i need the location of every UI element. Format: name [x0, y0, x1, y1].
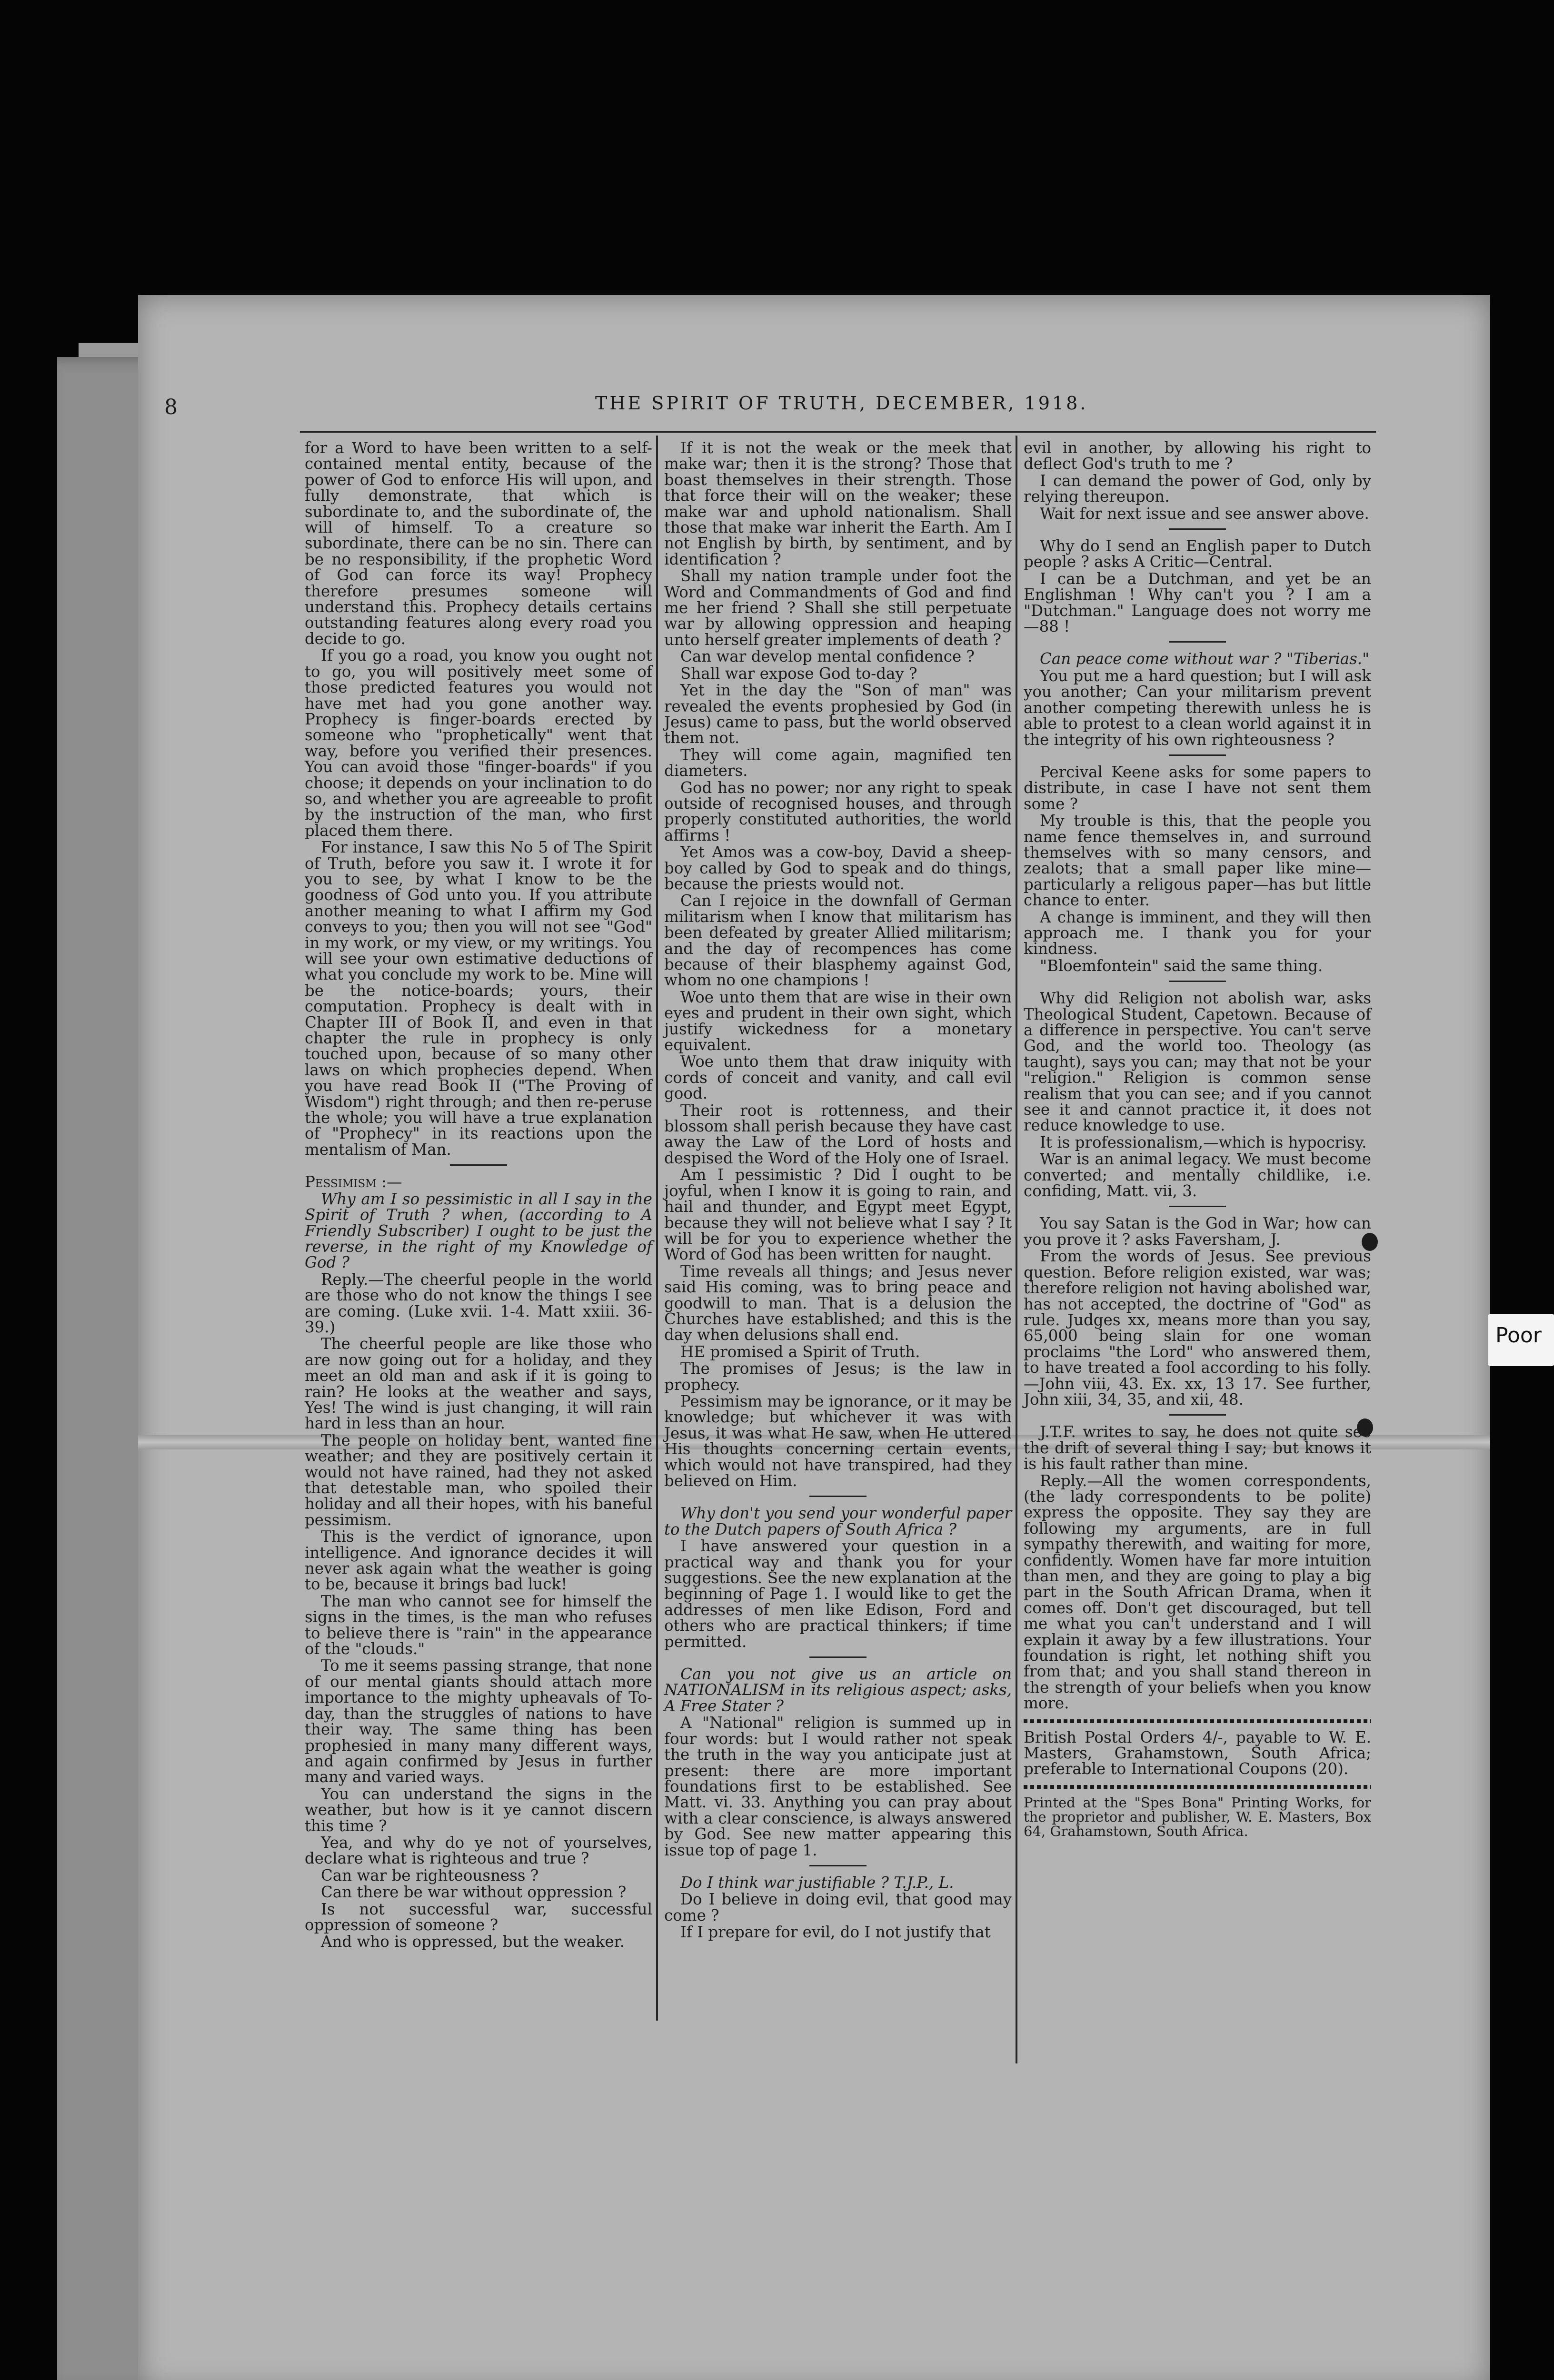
paragraph: Yea, and why do ye not of yourselves, declare what is righteous and true ? — [305, 1833, 652, 1868]
paragraph: Woe unto them that are wise in their own eyes and prudent in their own sight, which justify wickedness for a monetary equivalent. — [664, 988, 1012, 1054]
paragraph: Why did Religion not abolish war, asks Theological Student, Capetown. Because of a difference in perspective. You can't serve God, and the world too. Theology (as taught), says you can; may that not be your "religion." Religion is common sense realism that you can see; and if you cannot see it and cannot practice it, it does not reduce knowledge to use. — [1024, 989, 1371, 1135]
column-2 — [664, 440, 1012, 1942]
separator — [450, 1164, 507, 1166]
margin-tag-text: Poor — [1495, 1323, 1542, 1348]
running-head: THE SPIRIT OF TRUTH, DECEMBER, 1918. — [595, 393, 1088, 414]
paragraph: War is an animal legacy. We must become converted; and mentally childlike, i.e. confiding, Matt. vii, 3. — [1024, 1150, 1371, 1200]
paragraph: Is not successful war, successful oppression of someone ? — [305, 1900, 652, 1934]
column-1 — [305, 440, 652, 1951]
paragraph: You put me a hard question; but I will ask you another; Can your militarism prevent another competing therewith unless he is able to protest to a clean world against it in the integrity of his own righteousness ? — [1024, 666, 1371, 749]
paragraph: Yet Amos was a cow-boy, David a sheep-boy called by God to speak and do things, because the priests would not. — [664, 843, 1012, 893]
ornamental-rule — [1024, 1785, 1371, 1789]
separator — [1169, 528, 1226, 530]
paragraph: A "National" religion is summed up in four words: but I would rather not speak the truth in the way you anticipate just at present: there are more important foundations first to be established. See Matt. vi. 33. Anything you can pray about with a clear conscience, is always answered by God. See new matter appearing this issue top of page 1. — [664, 1714, 1012, 1859]
separator — [809, 1496, 867, 1497]
reply: Reply.—The cheerful people in the world are those who do not know the things I see are coming. (Luke xvii. 1-4. Matt xxiii. 36-39.) — [305, 1270, 652, 1336]
paragraph: God has no power; nor any right to speak outside of recognised houses, and through properly constituted authorities, the world affirms ! — [664, 778, 1012, 844]
question: Do I think war justifiable ? T.J.P., L. — [680, 1873, 954, 1892]
postal-notice: British Postal Orders 4/-, payable to W. E. Masters, Grahamstown, South Africa; preferable to International Coupons (20). — [1024, 1728, 1371, 1778]
paragraph: Do I believe in doing evil, that good may come ? — [664, 1890, 1012, 1924]
question: Can you not give us an article on NATIONALISM in its religious aspect; asks, A Free Stater ? — [664, 1665, 1012, 1715]
paragraph: If I prepare for evil, do I not justify that — [680, 1923, 991, 1942]
paragraph: The people on holiday bent, wanted fine weather; and they are positively certain it would not have rained, had they not asked that detestable man, who spoiled their holiday and all their hopes, with his baneful pessimism. — [305, 1431, 652, 1529]
paragraph: For instance, I saw this No 5 of The Spirit of Truth, before you saw it. I wrote it for you to see, by what I know to be the goodness of God unto you. If you attribute another meaning to what I affirm my God conveys to you; then you will not see "God" in my work, or my view, or my writings. You will see your own estimative deductions of what you conclude my work to be. Mine will be the notice-boards; yours, their computation. Prophecy is dealt with in Chapter III of Book II, and even in that chapter the rule in prophecy is only touched upon, because of so many other laws on which prophecies depend. When you have read Book II ("The Proving of Wisdom") right through; and then re-peruse the whole; you will have a true explanation of "Prophecy" in its reactions upon the mentalism of Man. — [305, 838, 652, 1159]
header-rule — [300, 431, 1376, 433]
question: Why don't you send your wonderful paper to the Dutch papers of South Africa ? — [664, 1504, 1012, 1538]
paragraph: Pessimism may be ignorance, or it may be knowledge; but whichever it was with Jesus, it was what He saw, when He uttered His thoughts concerning certain events, which would not have transpired, had they believed on Him. — [664, 1392, 1012, 1490]
paragraph: I have answered your question in a practical way and thank you for your suggestions. See the new explanation at the beginning of Page 1. I would like to get the addresses of men like Edison, Ford and others who are practical thinkers; if time permitted. — [664, 1537, 1012, 1651]
paragraph: The promises of Jesus; is the law in prophecy. — [664, 1359, 1012, 1394]
paragraph: If it is not the weak or the meek that make war; then it is the strong? Those that boast themselves in their strength. Those that force their will on the weaker; these make war and uphold nationalism. Shall those that make war inherit the Earth. Am I not English by birth, by sentiment, and by identification ? — [664, 439, 1012, 568]
separator — [809, 1865, 867, 1866]
paragraph: If you go a road, you know you ought not to go, you will positively meet some of those predicted features you would not have met had you gone another way. Prophecy is finger-boards erected by someone who "prophetically" went that way, before you verified their presences. You can avoid those "finger-boards" if you choose; it depends on your inclination to do so, and whether you are agreeable to profit by the instruction of the man, who first placed them there. — [305, 646, 652, 840]
paragraph: "Bloemfontein" said the same thing. — [1040, 956, 1323, 975]
paragraph: A change is imminent, and they will then approach me. I thank you for your kindness. — [1024, 908, 1371, 958]
paragraph: I can demand the power of God, only by relying thereupon. — [1024, 471, 1371, 506]
column-divider-1 — [656, 436, 658, 2021]
paragraph: for a Word to have been written to a self-contained mental entity, because of the power of God to enforce His will upon, and fully demonstrate, that which is subordinate to, and the subordinate of, the will of himself. To a creature so subordinate, there can be no sin. There can be no responsibility, if the prophetic Word of God can force its way! Prophecy therefore presumes someone will understand this. Prophecy details certains outstanding features along every road you decide to go. — [305, 439, 652, 648]
column-3 — [1024, 440, 1371, 1839]
paragraph: The man who cannot see for himself the signs in the times, is the man who refuses to believe there is "rain" in the appearance of the "clouds." — [305, 1592, 652, 1658]
paragraph: J.T.F. writes to say, he does not quite see the drift of several thing I say; but knows it is his fault rather than mine. — [1024, 1423, 1371, 1473]
paragraph: They will come again, magnified ten diameters. — [664, 745, 1012, 780]
paragraph: Wait for next issue and see answer above. — [1040, 504, 1369, 523]
paragraph: Can there be war without oppression ? — [321, 1883, 627, 1902]
paragraph: Reply.—All the women correspondents, (the lady correspondents to be polite) express the opposite. They say they are following my arguments, are in full sympathy therewith, and waiting for more, confidently. Women have far more intuition than men, and they are going to play a big part in the South African Drama, when it comes off. Don't get discouraged, but tell me what you can't understand and I will explain it away by a few illustrations. Your foundation is right, let nothing shift you from that; and you shall stand thereon in the strength of your beliefs when you know more. — [1024, 1471, 1371, 1713]
question: Why am I so pessimistic in all I say in the Spirit of Truth ? when, (according to A Friendly Subscriber) I ought to be just the reverse, in the right of my Knowledge of God ? — [305, 1190, 652, 1272]
paragraph: HE promised a Spirit of Truth. — [680, 1342, 920, 1361]
paragraph: And who is oppressed, but the weaker. — [321, 1933, 625, 1951]
question: Can peace come without war ? "Tiberias." — [1040, 650, 1370, 668]
separator — [1169, 1414, 1226, 1416]
paragraph: Why do I send an English paper to Dutch people ? asks A Critic—Central. — [1024, 537, 1371, 571]
separator — [1169, 981, 1226, 982]
ornamental-rule — [1024, 1719, 1371, 1723]
column-divider-2 — [1016, 436, 1017, 2063]
paragraph: Can war develop mental confidence ? — [680, 647, 975, 666]
paragraph: From the words of Jesus. See previous question. Before religion existed, war was; therefore religion not having abolished war, has not accepted, the doctrine of "God" as rule. Judges xx, means more than you say, 65,000 being slain for one woman proclaims "the Lord" who answered them, to have treated a fool according to his folly.—John viii, 43. Ex. xx, 13 17. See further, John xiii, 34, 35, and xii, 48. — [1024, 1247, 1371, 1408]
paragraph: Shall war expose God to-day ? — [680, 664, 917, 683]
paragraph: I can be a Dutchman, and yet be an Englishman ! Why can't you ? I am a "Dutchman." Language does not worry me—88 ! — [1024, 569, 1371, 636]
paragraph: The cheerful people are like those who are now going out for a holiday, and they meet an old man and ask if it is going to rain? He looks at the weather and says, Yes! The wind is just changing, it will rain hard in less than an hour. — [305, 1335, 652, 1433]
paragraph: You can understand the signs in the weather, but how is it ye cannot discern this time ? — [305, 1785, 652, 1835]
paragraph: This is the verdict of ignorance, upon intelligence. And ignorance decides it will never ask again what the weather is going to be, because it brings bad luck! — [305, 1527, 652, 1594]
paragraph: Percival Keene asks for some papers to distribute, in case I have not sent them some ? — [1024, 763, 1371, 813]
separator — [1169, 1206, 1226, 1207]
imprint: Printed at the "Spes Bona" Printing Works, for the proprietor and publisher, W. E. Masters, Box 64, Grahamstown, South Africa. — [1024, 1794, 1371, 1839]
paragraph: evil in another, by allowing his right to deflect God's truth to me ? — [1024, 439, 1371, 473]
separator — [1169, 754, 1226, 756]
paragraph: My trouble is this, that the people you name fence themselves in, and surround themselves with so many censors, and zealots; that a small paper like mine—particularly a religous paper—has but little chance to enter. — [1024, 812, 1371, 910]
page-number: 8 — [164, 395, 178, 419]
margin-tag — [1488, 1314, 1554, 1366]
separator — [1169, 641, 1226, 643]
paragraph: You say Satan is the God in War; how can you prove it ? asks Faversham, J. — [1024, 1214, 1371, 1249]
separator — [809, 1656, 867, 1658]
paragraph: Woe unto them that draw iniquity with cords of conceit and vanity, and call evil good. — [664, 1052, 1012, 1103]
paragraph: To me it seems passing strange, that none of our mental giants should attach more importance to the mighty upheavals of To-day, than the struggles of nations to have their way. The same thing has been prophesied in many many different ways, and again confirmed by Jesus in further many and varied ways. — [305, 1656, 652, 1786]
paragraph: Shall my nation trample under foot the Word and Commandments of God and find me her friend ? Shall she still perpetuate war by allowing oppression and heaping unto herself greater implements of death ? — [664, 567, 1012, 649]
paragraph: Can I rejoice in the downfall of German militarism when I know that militarism has been defeated by greater Allied militarism; and the day of recompences has come because of their blasphemy against God, whom no one champions ! — [664, 892, 1012, 990]
paragraph: Their root is rottenness, and their blossom shall perish because they have cast away the Law of the Lord of hosts and despised the Word of the Holy one of Israel. — [664, 1101, 1012, 1167]
paragraph: Time reveals all things; and Jesus never said His coming, was to bring peace and goodwill to man. That is a delusion the Churches have established; and this is the day when delusions shall end. — [664, 1262, 1012, 1344]
paragraph: Can war be righteousness ? — [321, 1866, 539, 1884]
paragraph: Yet in the day the "Son of man" was revealed the events prophesied by God (in Jesus) came to pass, but the world observed them not. — [664, 681, 1012, 747]
paragraph: Am I pessimistic ? Did I ought to be joyful, when I know it is going to rain, and hail and thunder, and Egypt meet Egypt, because they will not believe what I say ? It will be for you to experience whether the Word of God has been written for naught. — [664, 1166, 1012, 1264]
paragraph: It is professionalism,—which is hypocrisy. — [1040, 1133, 1367, 1151]
section-heading: Pessimism :— — [305, 1173, 402, 1191]
